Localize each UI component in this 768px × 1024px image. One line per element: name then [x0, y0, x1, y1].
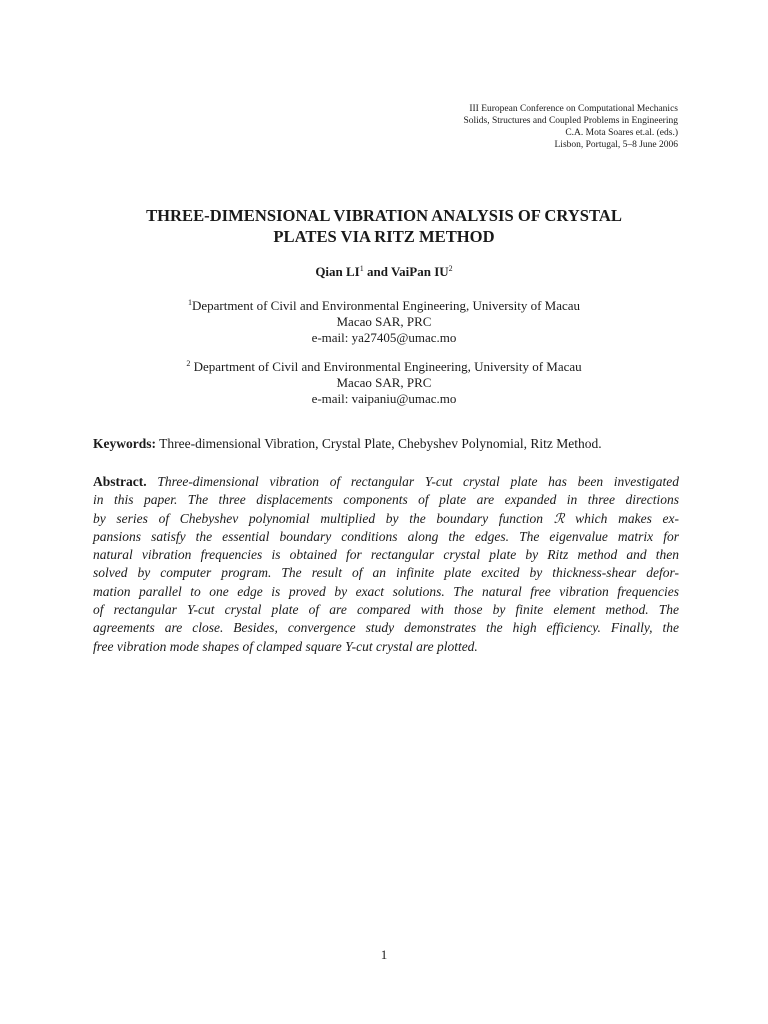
author-conjunction: and [363, 264, 391, 279]
author-list [0, 264, 768, 280]
affiliation-mark: 1 [359, 264, 364, 273]
abstract-line: Abstract. Three-dimensional vibration of rectangular Y-cut crystal plate has been investigated [93, 474, 679, 489]
abstract [93, 473, 679, 656]
keywords-text: Three-dimensional Vibration, Crystal Plate, Chebyshev Polynomial, Ritz Method. [156, 436, 602, 451]
affiliation-block [0, 298, 768, 346]
page-number: 1 [380, 947, 388, 962]
abstract-label: Abstract. [93, 474, 147, 489]
author-name: VaiPan IU [390, 264, 449, 279]
abstract-line: solved by computer program. The result of an infinite plate excited by thickness-shear defor- [93, 565, 679, 581]
affiliation-location: Macao SAR, PRC [336, 375, 432, 390]
affiliation-email: e-mail: vaipaniu@umac.mo [311, 391, 457, 406]
keywords-label: Keywords: [93, 436, 156, 451]
abstract-line: pansions satisfy the essential boundary conditions along the edges. The eigenvalue matrix for [93, 528, 679, 544]
abstract-line: in this paper. The three displacements components of plate are expanded in three directions [93, 492, 679, 508]
affiliation-department: $^2$ Department of Civil and Environmental Engineering, University of Macau [186, 359, 582, 374]
affiliation-block [0, 359, 768, 407]
affiliation-location: Macao SAR, PRC [336, 314, 432, 329]
abstract-line: natural vibration frequencies is obtained for rectangular crystal plate by Ritz method and then [93, 547, 679, 563]
affiliation-department: $^1$Department of Civil and Environmental Engineering, University of Macau [187, 298, 581, 313]
affiliation-mark: 2 [448, 264, 453, 273]
author-name: Qian LI [315, 264, 360, 279]
affiliation-mark: 2 [186, 359, 191, 368]
conference-line: Lisbon, Portugal, 5–8 June 2006 [554, 140, 678, 150]
abstract-line: free vibration mode shapes of clamped square Y-cut crystal are plotted. [93, 638, 478, 654]
affiliation-email: e-mail: ya27405@umac.mo [311, 330, 457, 345]
abstract-line: agreements are close. Besides, convergence study demonstrates the high efficiency. Finally, the [93, 620, 679, 636]
abstract-line: mation parallel to one edge is proved by exact solutions. The natural free vibration frequencies [93, 583, 679, 599]
abstract-line: by series of Chebyshev polynomial multiplied by the boundary function ℛ which makes ex- [93, 510, 679, 526]
conference-line: III European Conference on Computational Mechanics [469, 104, 678, 114]
title-line: PLATES VIA RITZ METHOD [273, 227, 495, 246]
conference-line: Solids, Structures and Coupled Problems in Engineering [463, 116, 678, 126]
paper-title [100, 205, 668, 247]
abstract-line: of rectangular Y-cut crystal plate of are compared with those by finite element method. The [93, 602, 679, 618]
title-line: THREE-DIMENSIONAL VIBRATION ANALYSIS OF CRYSTAL [146, 206, 622, 225]
conference-header [463, 103, 678, 151]
affiliation-mark: 1 [187, 298, 192, 307]
keywords [93, 435, 693, 453]
conference-line: C.A. Mota Soares et.al. (eds.) [565, 128, 678, 138]
